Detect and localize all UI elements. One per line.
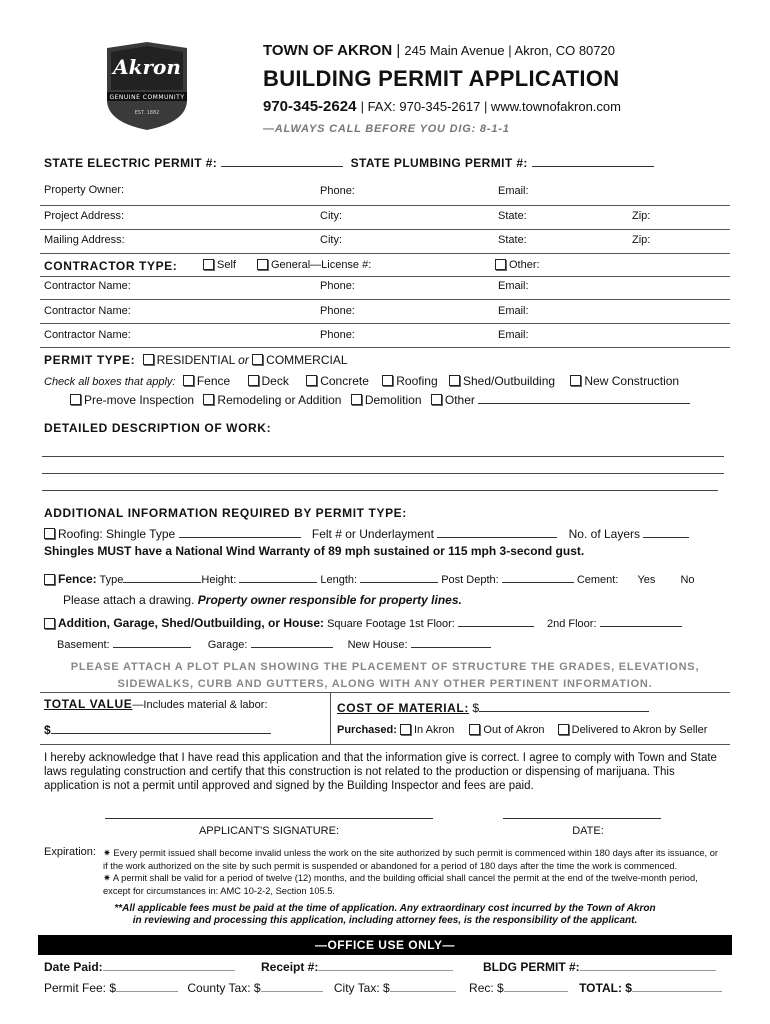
- mailing-zip-label: Zip:: [632, 234, 651, 246]
- second-floor-field[interactable]: [600, 616, 682, 627]
- option-remodeling[interactable]: Remodeling or Addition: [203, 393, 341, 407]
- logo-wordmark: Akron: [113, 55, 181, 79]
- contractor-phone-label-1: Phone:: [320, 280, 355, 292]
- delivered-checkbox[interactable]: [558, 724, 569, 735]
- rec-field[interactable]: [504, 981, 568, 992]
- basement-field[interactable]: [113, 637, 191, 648]
- area-row: Basement: Garage: New House:: [57, 637, 491, 651]
- contractor-name-label-2: Contractor Name:: [44, 305, 131, 317]
- header-contact: 970-345-2624 | FAX: 970-345-2617 | www.townofakron.com: [263, 98, 621, 115]
- other-checkbox[interactable]: [495, 259, 506, 270]
- value-divider: [330, 692, 331, 744]
- mailing-city-label: City:: [320, 234, 342, 246]
- purchased-delivered[interactable]: Delivered to Akron by Seller: [558, 724, 708, 736]
- mailing-state-label: State:: [498, 234, 527, 246]
- new-house-field[interactable]: [411, 637, 491, 648]
- contractor-email-label-1: Email:: [498, 280, 529, 292]
- state-plumbing-label: STATE PLUMBING PERMIT #:: [350, 156, 528, 170]
- receipt-field[interactable]: [318, 960, 453, 971]
- divider: [40, 276, 730, 277]
- purchased-out-akron[interactable]: Out of Akron: [469, 724, 544, 736]
- permit-options-row-2: [70, 393, 690, 407]
- description-heading: DETAILED DESCRIPTION OF WORK:: [44, 421, 272, 435]
- contractor-phone-label-3: Phone:: [320, 329, 355, 341]
- description-line-2[interactable]: [42, 473, 724, 474]
- bldg-permit-row: BLDG PERMIT #:: [483, 960, 716, 974]
- contractor-email-label-3: Email:: [498, 329, 529, 341]
- date-line[interactable]: [503, 818, 661, 819]
- fence-type-field[interactable]: [123, 572, 201, 583]
- fence-info-checkbox[interactable]: [44, 574, 55, 585]
- acknowledgement-text: I hereby acknowledge that I have read this application and that the information give is correct. I agree to comply with Town and State laws regulating construction and certify that this construction is not related to the production or dispensing of marijuana. This application is not a permit until approved and signed by the Building Inspector and fees are paid.: [44, 752, 717, 792]
- in-akron-checkbox[interactable]: [400, 724, 411, 735]
- remodeling-checkbox[interactable]: [203, 394, 214, 405]
- contractor-other-option[interactable]: Other:: [495, 259, 540, 271]
- bullet-icon: ✷: [103, 873, 111, 883]
- other-type-field[interactable]: [478, 393, 690, 404]
- cost-material-row: COST OF MATERIAL: $: [337, 701, 649, 715]
- shed-checkbox[interactable]: [449, 375, 460, 386]
- fence-checkbox[interactable]: [183, 375, 194, 386]
- addition-info-checkbox[interactable]: [44, 618, 55, 629]
- option-premove[interactable]: Pre-move Inspection: [70, 393, 194, 407]
- addition-row: Addition, Garage, Shed/Outbuilding, or House: Square Footage 1st Floor: 2nd Floor:: [44, 616, 682, 630]
- svg-text:GENUINE COMMUNITY: GENUINE COMMUNITY: [109, 94, 185, 101]
- town-logo: [103, 40, 191, 132]
- divider: [40, 323, 730, 324]
- commercial-checkbox[interactable]: [252, 354, 263, 365]
- cement-yes[interactable]: Yes: [637, 574, 656, 586]
- dig-notice: —ALWAYS CALL BEFORE YOU DIG: 8-1-1: [263, 123, 510, 135]
- divider: [40, 205, 730, 206]
- demolition-checkbox[interactable]: [351, 394, 362, 405]
- additional-heading: ADDITIONAL INFORMATION REQUIRED BY PERMIT TYPE:: [44, 506, 407, 520]
- permit-type-row: PERMIT TYPE: RESIDENTIAL or COMMERCIAL: [44, 353, 348, 367]
- residential-checkbox[interactable]: [143, 354, 154, 365]
- contractor-phone-label-2: Phone:: [320, 305, 355, 317]
- first-floor-field[interactable]: [458, 616, 534, 627]
- wind-warranty-notice: Shingles MUST have a National Wind Warranty of 89 mph sustained or 115 mph 3-second gust.: [44, 544, 585, 558]
- date-label: DATE:: [572, 825, 604, 837]
- contractor-self-option[interactable]: Self: [203, 259, 236, 271]
- office-use-bar: —OFFICE USE ONLY—: [38, 935, 732, 955]
- bldg-permit-field[interactable]: [580, 960, 716, 971]
- premove-checkbox[interactable]: [70, 394, 81, 405]
- header-town-line: TOWN OF AKRON | 245 Main Avenue | Akron, CO 80720: [263, 42, 615, 59]
- total-value-field[interactable]: $: [44, 723, 271, 737]
- fees-notice: **All applicable fees must be paid at the time of application. Any extraordinary cost incurred by the Town of Akron in reviewing and processing this application, including attorney fees, is the responsibility of the applicant.: [114, 903, 656, 926]
- description-line-3[interactable]: [42, 490, 718, 491]
- expiration-item-2: ✷ A permit shall be valid for a period of twelve (12) months, and the building official shall cancel the permit at the end of the twelve-month period, except for circumstances in: AMC 10-2-2, Section 105.5.: [103, 873, 698, 896]
- option-other[interactable]: Other: [431, 393, 475, 407]
- contractor-type-label: CONTRACTOR TYPE:: [44, 259, 178, 273]
- state-plumbing-field[interactable]: [532, 156, 654, 167]
- post-depth-field[interactable]: [502, 572, 574, 583]
- divider: [40, 229, 730, 230]
- permit-fee-field[interactable]: [116, 981, 178, 992]
- option-new-construction[interactable]: New Construction: [570, 374, 679, 388]
- applicant-signature-label: APPLICANT'S SIGNATURE:: [198, 825, 340, 837]
- option-shed[interactable]: Shed/Outbuilding: [449, 374, 555, 388]
- city-tax-field[interactable]: [390, 981, 456, 992]
- county-tax-field[interactable]: [261, 981, 323, 992]
- bullet-icon: ✷: [103, 848, 111, 858]
- owner-phone-label: Phone:: [320, 185, 355, 197]
- total-field[interactable]: [632, 981, 722, 992]
- cost-material-field[interactable]: [479, 701, 649, 712]
- roofing-info-checkbox[interactable]: [44, 528, 55, 539]
- contractor-email-label-2: Email:: [498, 305, 529, 317]
- self-checkbox[interactable]: [203, 259, 214, 270]
- contractor-general-option[interactable]: General—License #:: [257, 259, 371, 271]
- fence-length-field[interactable]: [360, 572, 438, 583]
- receipt-row: Receipt #:: [261, 960, 453, 974]
- contractor-name-label-3: Contractor Name:: [44, 329, 131, 341]
- general-checkbox[interactable]: [257, 259, 268, 270]
- roofing-checkbox[interactable]: [382, 375, 393, 386]
- other-type-checkbox[interactable]: [431, 394, 442, 405]
- deck-checkbox[interactable]: [248, 375, 259, 386]
- contractor-type-row: [44, 259, 177, 273]
- plot-plan-notice: PLEASE ATTACH A PLOT PLAN SHOWING THE PLACEMENT OF STRUCTURE THE GRADES, ELEVATIONS, SIDEWALKS, CURB AND GUTTERS, ALONG WITH ANY OTHER PERTINENT INFORMATION.: [70, 661, 700, 690]
- state-electric-field[interactable]: [221, 156, 343, 167]
- purchased-row: Purchased: In Akron Out of Akron Delivered to Akron by Seller: [337, 724, 708, 736]
- garage-field[interactable]: [251, 637, 333, 648]
- state-permits-row: [44, 156, 654, 170]
- expiration-item-1: ✷ Every permit issued shall become invalid unless the work on the site authorized by such permit is commenced within 180 days after its issuance, or if the work authorized on the site by such permit is suspended or abandoned for a period of 180 days after the time the work is commenced.: [103, 848, 718, 871]
- divider: [40, 347, 730, 348]
- fence-row: Fence: Type Height: Length: Post Depth: Cement: Yes No: [44, 572, 695, 586]
- page-title: BUILDING PERMIT APPLICATION: [263, 66, 620, 91]
- fence-drawing-note: Please attach a drawing. Property owner responsible for property lines.: [63, 593, 462, 607]
- project-state-label: State:: [498, 210, 527, 222]
- purchased-in-akron[interactable]: In Akron: [400, 724, 454, 736]
- concrete-checkbox[interactable]: [306, 375, 317, 386]
- project-city-label: City:: [320, 210, 342, 222]
- project-address-label: Project Address:: [44, 210, 125, 222]
- date-paid-field[interactable]: [103, 960, 235, 971]
- svg-text:EST. 1882: EST. 1882: [134, 110, 160, 116]
- state-electric-label: STATE ELECTRIC PERMIT #:: [44, 156, 218, 170]
- option-roofing[interactable]: Roofing: [382, 374, 437, 388]
- felt-field[interactable]: [437, 527, 557, 538]
- owner-email-label: Email:: [498, 185, 529, 197]
- project-zip-label: Zip:: [632, 210, 651, 222]
- layers-field[interactable]: [643, 527, 689, 538]
- total-value-label: TOTAL VALUE—Includes material & labor:: [44, 697, 268, 711]
- option-demolition[interactable]: Demolition: [351, 393, 422, 407]
- out-akron-checkbox[interactable]: [469, 724, 480, 735]
- roofing-row: Roofing: Shingle Type Felt # or Underlayment No. of Layers: [44, 527, 689, 541]
- expiration-label: Expiration:: [44, 846, 96, 858]
- signature-line[interactable]: [105, 818, 433, 819]
- fees-row: Permit Fee: $ County Tax: $ City Tax: $ Rec: $ TOTAL: $: [44, 981, 722, 995]
- cement-no[interactable]: No: [680, 574, 695, 586]
- date-paid-row: Date Paid:: [44, 960, 235, 974]
- divider: [40, 253, 730, 254]
- permit-options-row-1: Check all boxes that apply: Fence Deck Concrete Roofing Shed/Outbuilding New Construction: [44, 374, 680, 388]
- shingle-type-field[interactable]: [179, 527, 301, 538]
- option-fence[interactable]: Fence: [183, 374, 230, 388]
- contractor-name-label-1: Contractor Name:: [44, 280, 131, 292]
- divider: [40, 299, 730, 300]
- property-owner-label: Property Owner:: [44, 184, 125, 196]
- option-deck[interactable]: Deck: [248, 374, 289, 388]
- description-line-1[interactable]: [42, 456, 724, 457]
- mailing-address-label: Mailing Address:: [44, 234, 125, 246]
- fence-height-field[interactable]: [239, 572, 317, 583]
- option-concrete[interactable]: Concrete: [306, 374, 369, 388]
- new-construction-checkbox[interactable]: [570, 375, 581, 386]
